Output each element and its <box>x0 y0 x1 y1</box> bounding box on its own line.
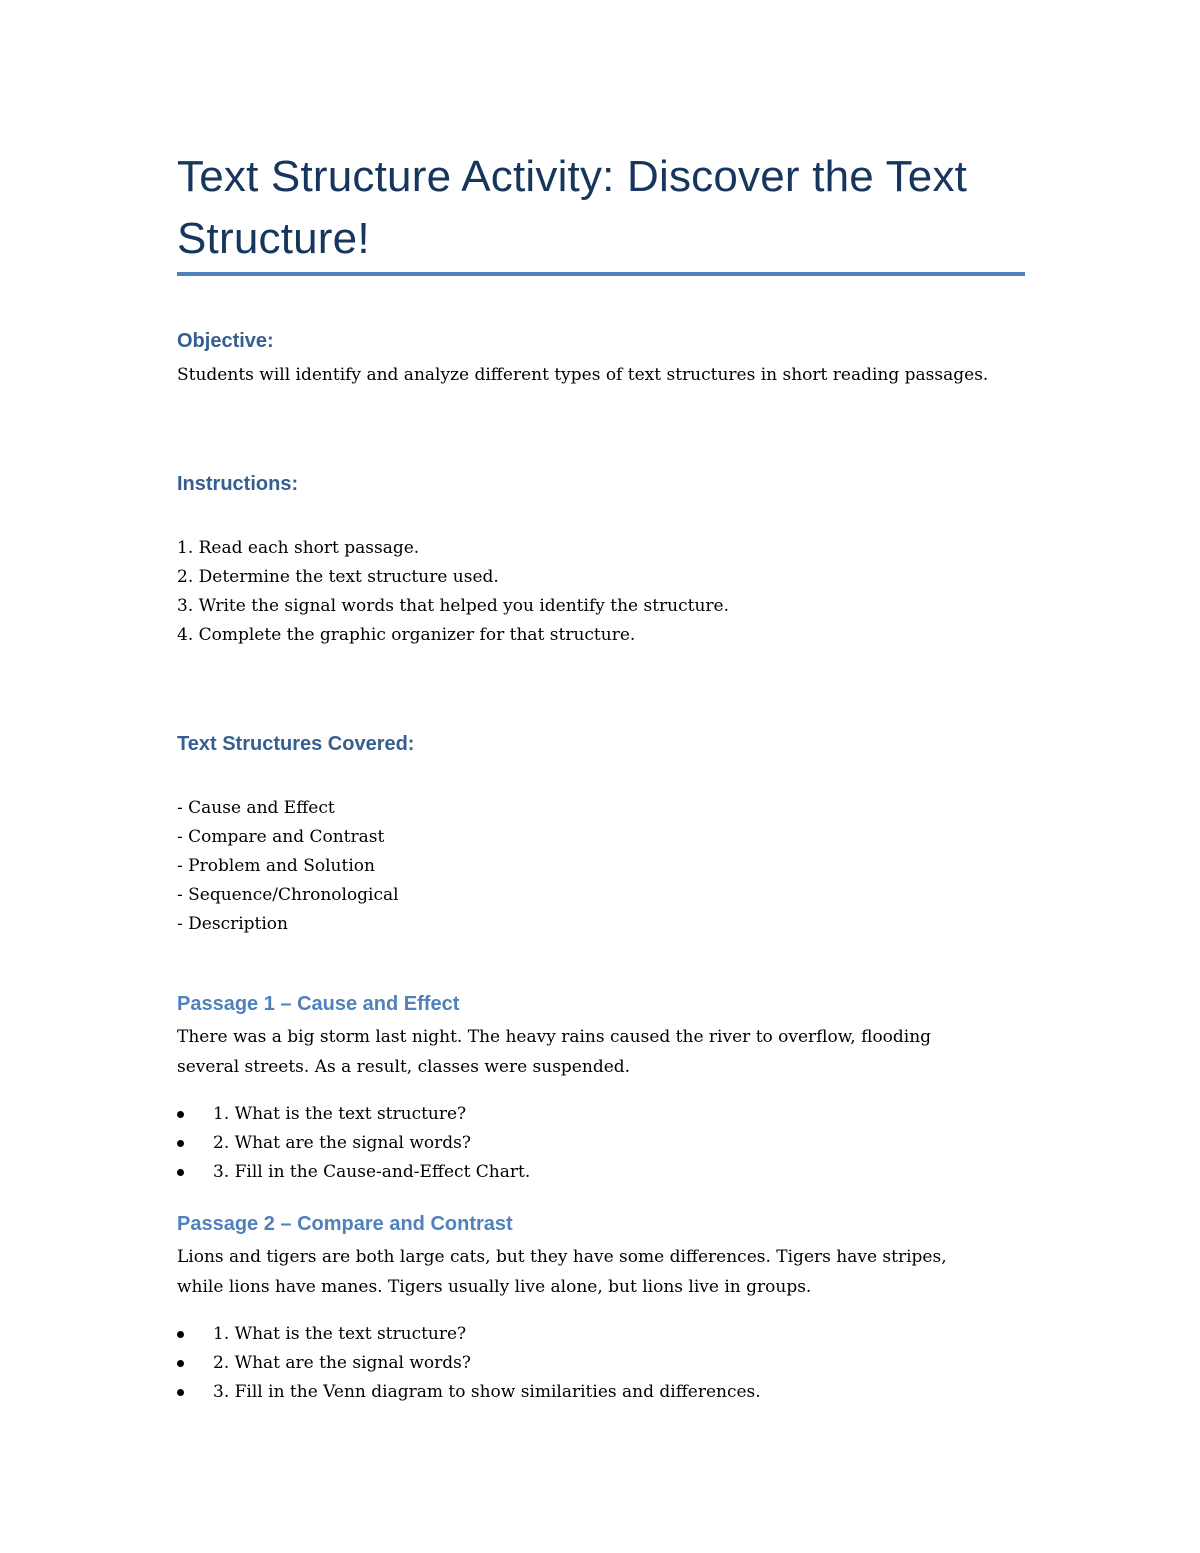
title-underline <box>177 272 1025 276</box>
document-title: Text Structure Activity: Discover the Text Structure! <box>177 152 968 263</box>
question-text: 2. What are the signal words? <box>213 1353 471 1373</box>
structure-item: - Problem and Solution <box>177 856 375 876</box>
instructions-heading: Instructions: <box>177 473 299 495</box>
objective-heading: Objective: <box>177 330 274 352</box>
question-text: 3. Fill in the Cause-and-Effect Chart. <box>213 1162 531 1182</box>
passage-2-text: Lions and tigers are both large cats, but they have some differences. Tigers have stripes, while lions have manes. Tigers usually live alone, but lions live in groups. <box>177 1247 947 1297</box>
question-text: 3. Fill in the Venn diagram to show similarities and differences. <box>213 1382 761 1402</box>
passage-2-heading: Passage 2 – Compare and Contrast <box>177 1213 513 1235</box>
question-text: 2. What are the signal words? <box>213 1133 471 1153</box>
instruction-step: 3. Write the signal words that helped you identify the structure. <box>177 596 730 616</box>
structure-item: - Description <box>177 914 288 934</box>
bullet-icon <box>177 1360 184 1367</box>
instruction-step: 2. Determine the text structure used. <box>177 567 499 587</box>
structure-item: - Cause and Effect <box>177 798 335 818</box>
bullet-icon <box>177 1111 184 1118</box>
structure-item: - Sequence/Chronological <box>177 885 399 905</box>
objective-text: Students will identify and analyze different types of text structures in short reading passages. <box>177 365 989 385</box>
bullet-icon <box>177 1331 184 1338</box>
instruction-step: 1. Read each short passage. <box>177 538 420 558</box>
passage-1-text: There was a big storm last night. The heavy rains caused the river to overflow, flooding several streets. As a result, classes were suspended. <box>177 1027 932 1077</box>
passage-1-heading: Passage 1 – Cause and Effect <box>177 993 460 1015</box>
question-text: 1. What is the text structure? <box>213 1324 467 1344</box>
structures-heading: Text Structures Covered: <box>177 733 415 755</box>
question-text: 1. What is the text structure? <box>213 1104 467 1124</box>
bullet-icon <box>177 1140 184 1147</box>
instruction-step: 4. Complete the graphic organizer for that structure. <box>177 625 636 645</box>
structure-item: - Compare and Contrast <box>177 827 385 847</box>
bullet-icon <box>177 1169 184 1176</box>
bullet-icon <box>177 1389 184 1396</box>
